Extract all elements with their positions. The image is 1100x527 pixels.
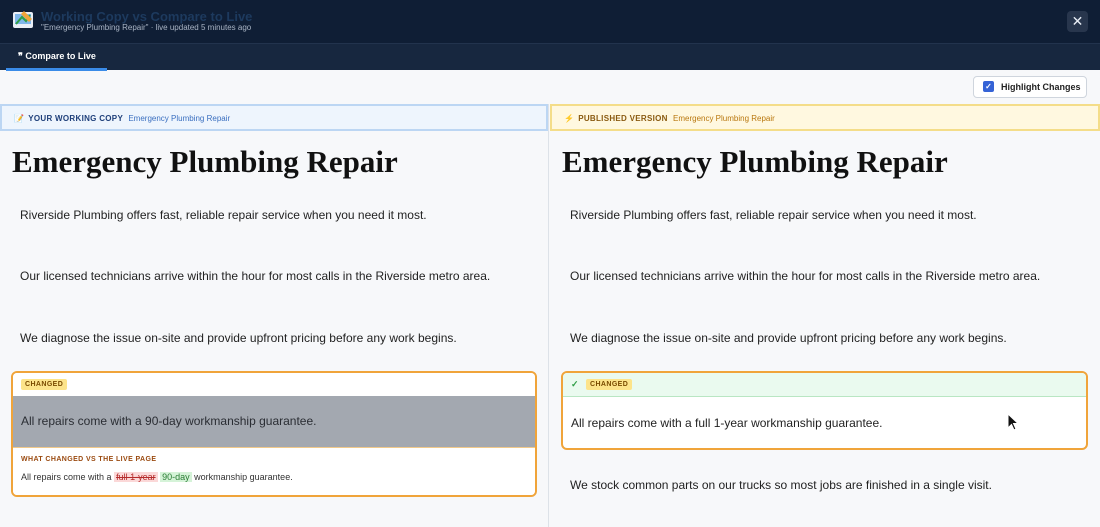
diff-unchanged: workmanship guarantee.: [194, 472, 293, 482]
paragraph: Riverside Plumbing offers fast, reliable repair service when you need it most.: [20, 208, 427, 222]
paragraph: Riverside Plumbing offers fast, reliable repair service when you need it most.: [570, 208, 977, 222]
app-title: Working Copy vs Compare to Live: [41, 9, 253, 24]
diff-title: WHAT CHANGED VS THE LIVE PAGE: [21, 456, 157, 463]
close-button[interactable]: [1067, 11, 1088, 32]
tab-label: Compare to Live: [25, 51, 96, 61]
page-heading: Emergency Plumbing Repair: [12, 144, 398, 179]
working-copy-page-name: Emergency Plumbing Repair: [128, 114, 231, 123]
changed-block[interactable]: [11, 371, 537, 497]
working-copy-panel: [0, 104, 549, 527]
paragraph: We diagnose the issue on-site and provide upfront pricing before any work begins.: [570, 331, 1007, 345]
changed-block[interactable]: [561, 371, 1088, 450]
working-copy-label: YOUR WORKING COPY: [28, 114, 124, 123]
changed-badge: CHANGED: [586, 379, 632, 390]
tab-bar: [0, 43, 1100, 70]
mouse-pointer-icon: [1007, 413, 1019, 431]
close-icon: ✕: [1071, 13, 1084, 29]
changed-badge: CHANGED: [21, 379, 67, 390]
app-logo-icon: [12, 9, 34, 31]
app-subtitle: "Emergency Plumbing Repair" · live updated 5 minutes ago: [41, 23, 252, 32]
app-header: [0, 0, 1100, 43]
check-icon: ✓: [571, 379, 579, 389]
highlight-changes-label: Highlight Changes: [1001, 82, 1081, 92]
lightning-icon: ⚡: [564, 114, 574, 123]
published-page-name: Emergency Plumbing Repair: [673, 114, 775, 123]
page-heading: Emergency Plumbing Repair: [562, 144, 948, 179]
working-copy-bar: [0, 104, 548, 131]
highlight-changes-toggle[interactable]: [973, 76, 1087, 98]
pencil-note-icon: 📝: [14, 114, 24, 123]
quote-icon: ❞: [18, 51, 26, 61]
diff-line: [21, 472, 293, 482]
diff-unchanged: All repairs come with a: [21, 472, 112, 482]
paragraph: Our licensed technicians arrive within the hour for most calls in the Riverside metro area.: [20, 269, 491, 283]
changed-block-header: [563, 373, 1086, 397]
active-tab-indicator: [6, 68, 107, 71]
diff-removed: full 1-year: [116, 472, 156, 482]
published-version-label: PUBLISHED VERSION: [578, 114, 668, 123]
paragraph: Our licensed technicians arrive within the hour for most calls in the Riverside metro area.: [570, 269, 1041, 283]
paragraph: We diagnose the issue on-site and provide upfront pricing before any work begins.: [20, 331, 457, 345]
paragraph: We stock common parts on our trucks so most jobs are finished in a single visit.: [570, 478, 992, 492]
diff-summary: [13, 447, 535, 495]
changed-block-content[interactable]: [13, 396, 535, 447]
diff-added: 90-day: [162, 472, 190, 482]
published-version-panel: [550, 104, 1100, 527]
changed-block-header: [13, 373, 535, 396]
changed-text: All repairs come with a full 1-year workmanship guarantee.: [571, 416, 883, 430]
tab-compare-to-live[interactable]: [6, 44, 107, 71]
changed-text: All repairs come with a 90-day workmanship guarantee.: [21, 414, 317, 428]
checkbox-checked-icon[interactable]: ✓: [983, 81, 994, 92]
published-version-bar: [550, 104, 1100, 131]
